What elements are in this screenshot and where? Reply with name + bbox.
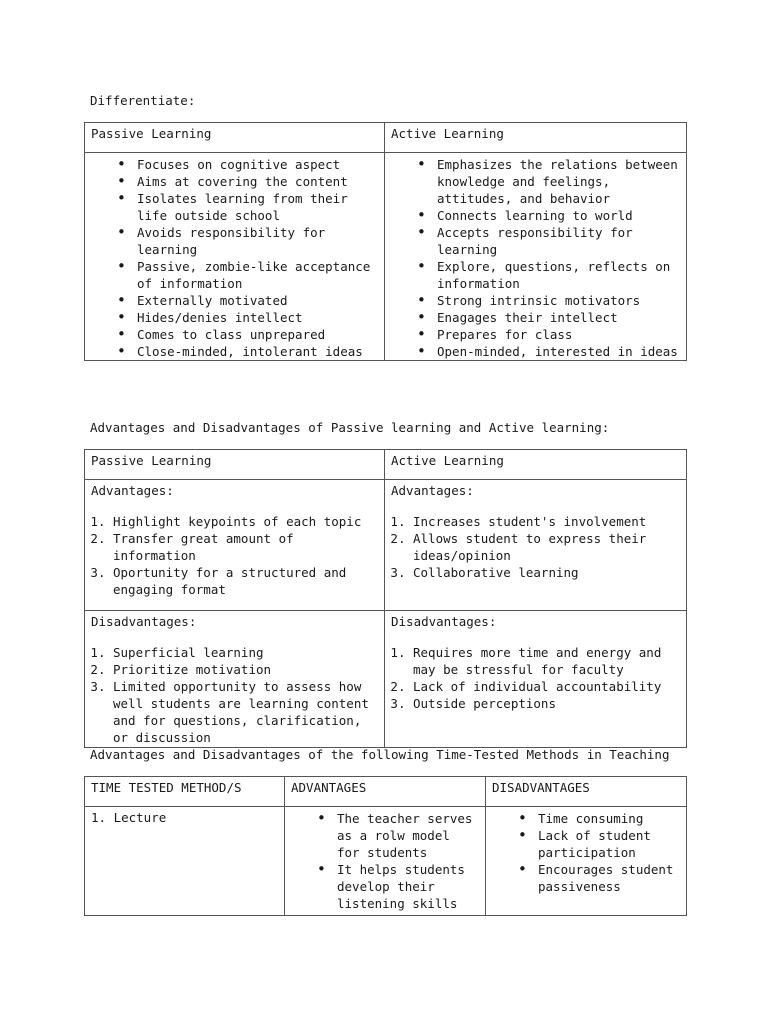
list-item: 1. Highlight keypoints of each topic	[113, 513, 378, 530]
disadvantages-label: Disadvantages:	[391, 614, 497, 629]
passive-traits-list	[115, 156, 378, 360]
list-item: • The teacher serves as a rolw model for students	[337, 810, 479, 861]
adv-disadv-table	[84, 449, 687, 748]
differentiate-heading: Differentiate:	[90, 93, 196, 108]
active-learning-header: Active Learning	[385, 123, 687, 153]
disadvantages-label: Disadvantages:	[91, 614, 197, 629]
method-advantages-cell	[285, 807, 486, 916]
list-item: 1. Requires more time and energy and may be stressful for faculty	[413, 644, 680, 678]
list-item: • Encourages student passiveness	[538, 861, 680, 895]
passive-advantages-cell	[85, 480, 385, 611]
disadvantages-header: DISADVANTAGES	[486, 777, 687, 807]
list-item: 2. Allows student to express their ideas/opinion	[413, 530, 680, 564]
passive-disadvantages-list	[91, 644, 378, 746]
list-item: 2. Prioritize motivation	[113, 661, 378, 678]
list-item: • Explore, questions, reflects on information	[437, 258, 680, 292]
active-learning-header: Active Learning	[385, 450, 687, 480]
list-item: • Focuses on cognitive aspect	[137, 156, 378, 173]
advantages-label: Advantages:	[91, 483, 174, 498]
list-item: • Enagages their intellect	[437, 309, 680, 326]
method-header: TIME TESTED METHOD/S	[85, 777, 285, 807]
list-item: • Connects learning to world	[437, 207, 680, 224]
passive-disadvantages-cell	[85, 611, 385, 748]
list-item: • Passive, zombie-like acceptance of information	[137, 258, 378, 292]
list-item: 3. Collaborative learning	[413, 564, 680, 581]
list-item: • Comes to class unprepared	[137, 326, 378, 343]
list-item: 1. Superficial learning	[113, 644, 378, 661]
list-item: • Open-minded, interested in ideas	[437, 343, 680, 360]
method-disadvantages-list	[516, 810, 680, 895]
list-item: • Accepts responsibility for learning	[437, 224, 680, 258]
methods-table	[84, 776, 687, 916]
list-item: 3. Oportunity for a structured and engaging format	[113, 564, 378, 598]
active-disadvantages-list	[391, 644, 680, 712]
list-item: 2. Lack of individual accountability	[413, 678, 680, 695]
list-item: 3. Limited opportunity to assess how well students are learning content and for questions, clarification, or discussion	[113, 678, 378, 746]
list-item: • Externally motivated	[137, 292, 378, 309]
list-item: • Hides/denies intellect	[137, 309, 378, 326]
list-item: • Emphasizes the relations between knowledge and feelings, attitudes, and behavior	[437, 156, 680, 207]
list-item: • Isolates learning from their life outside school	[137, 190, 378, 224]
active-advantages-cell	[385, 480, 687, 611]
list-item: • Prepares for class	[437, 326, 680, 343]
method-advantages-list	[315, 810, 479, 912]
method-cell: 1. Lecture	[85, 807, 285, 916]
list-item: • Strong intrinsic motivators	[437, 292, 680, 309]
list-item: 1. Increases student's involvement	[413, 513, 680, 530]
list-item: • It helps students develop their listening skills	[337, 861, 479, 912]
passive-traits-cell	[85, 153, 385, 361]
active-disadvantages-cell	[385, 611, 687, 748]
list-item: • Aims at covering the content	[137, 173, 378, 190]
list-item: • Avoids responsibility for learning	[137, 224, 378, 258]
methods-heading: Advantages and Disadvantages of the following Time-Tested Methods in Teaching	[90, 747, 670, 762]
list-item: 3. Outside perceptions	[413, 695, 680, 712]
list-item: • Close-minded, intolerant ideas	[137, 343, 378, 360]
method-disadvantages-cell	[486, 807, 687, 916]
active-advantages-list	[391, 513, 680, 581]
differentiate-table	[84, 122, 687, 361]
adv-disadv-heading: Advantages and Disadvantages of Passive learning and Active learning:	[90, 420, 610, 435]
active-traits-cell	[385, 153, 687, 361]
list-item: • Lack of student participation	[538, 827, 680, 861]
list-item: 2. Transfer great amount of information	[113, 530, 378, 564]
list-item: • Time consuming	[538, 810, 680, 827]
advantages-label: Advantages:	[391, 483, 474, 498]
passive-advantages-list	[91, 513, 378, 598]
advantages-header: ADVANTAGES	[285, 777, 486, 807]
active-traits-list	[415, 156, 680, 360]
passive-learning-header: Passive Learning	[85, 123, 385, 153]
passive-learning-header: Passive Learning	[85, 450, 385, 480]
